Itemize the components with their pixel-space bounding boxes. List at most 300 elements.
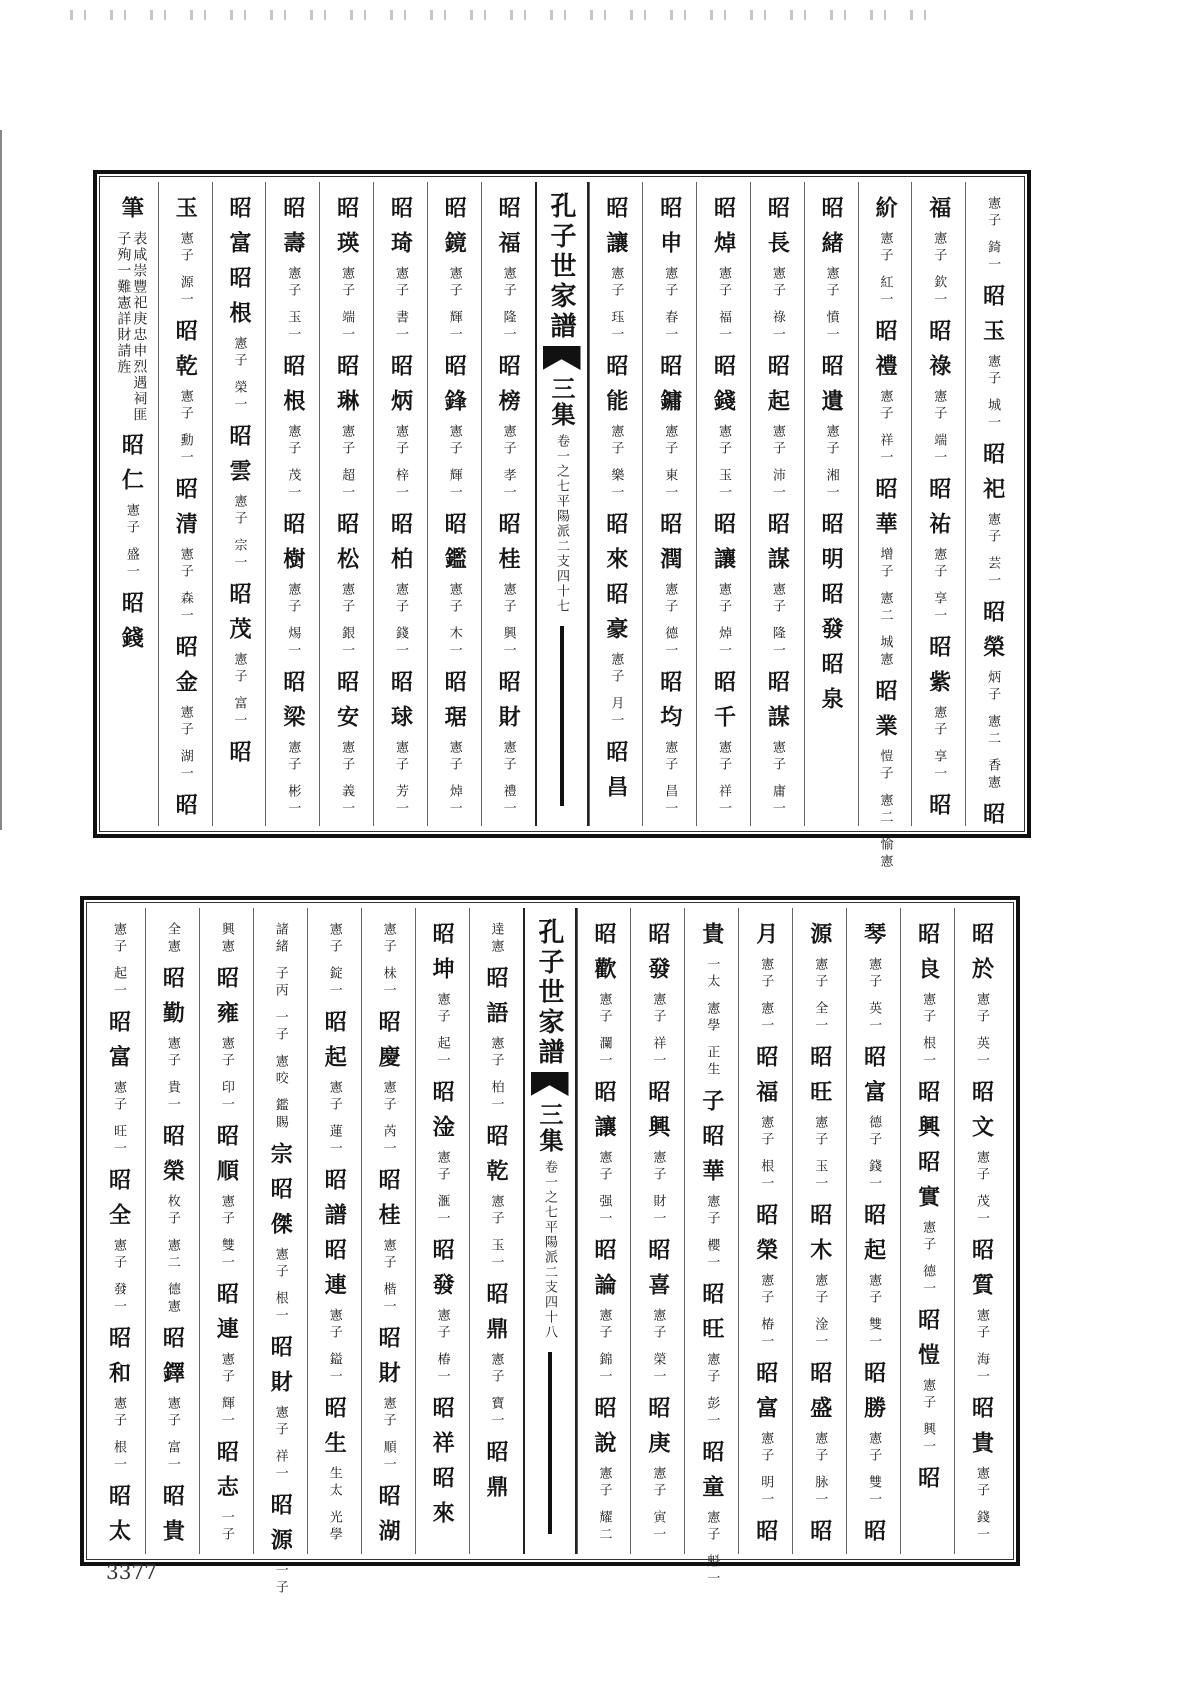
- name-glyph: 興: [914, 1115, 941, 1140]
- name-glyph: 讓: [590, 1115, 617, 1140]
- genealogy-column: [481, 182, 535, 826]
- fishtail-mark-icon: [543, 346, 581, 370]
- name-glyph: 昭: [267, 1177, 294, 1202]
- lineage-note: 憲子: [931, 389, 947, 423]
- lineage-note: 憲子: [164, 1036, 180, 1070]
- lineage-note: 憲子: [866, 1431, 882, 1465]
- name-glyph: 榮: [752, 1238, 779, 1263]
- name-glyph: 昭: [656, 354, 683, 379]
- lineage-note: 憲子: [985, 354, 1001, 388]
- lineage-note: 憲子: [716, 582, 732, 616]
- lineage-note: 財一: [650, 1194, 666, 1228]
- genealogy-column: [846, 908, 900, 1554]
- lineage-note: 憲子: [500, 740, 516, 774]
- lineage-note: 憲子: [446, 266, 462, 300]
- sub-branch-label: 二支: [554, 539, 569, 569]
- name-glyph: 均: [656, 705, 683, 730]
- lineage-note: 湘一: [823, 468, 839, 502]
- name-glyph: 慶: [375, 1045, 402, 1070]
- name-glyph: 昭: [267, 1493, 294, 1518]
- name-glyph: 昭: [213, 966, 240, 991]
- name-glyph: 源: [806, 922, 833, 947]
- name-glyph: 福: [925, 196, 952, 221]
- lineage-note: 憲子: [974, 992, 990, 1026]
- name-glyph: 謀: [764, 547, 791, 572]
- lineage-note: 發一: [110, 1282, 126, 1316]
- lineage-note: 憲二: [164, 1238, 180, 1272]
- lineage-note: 寶一: [488, 1396, 504, 1430]
- lineage-note: 憲子: [380, 1396, 396, 1430]
- name-glyph: 昭: [213, 1124, 240, 1149]
- note-line: 崇豐: [131, 263, 148, 295]
- name-glyph: 昭: [213, 1440, 240, 1465]
- name-glyph: 昭: [213, 1282, 240, 1307]
- name-glyph: 昭: [321, 1010, 348, 1035]
- lineage-note: 蓮一: [326, 1124, 342, 1158]
- name-glyph: 生: [321, 1431, 348, 1456]
- genealogy-column: [792, 908, 846, 1554]
- note-line: 忠申: [131, 327, 148, 359]
- genealogy-column: [265, 182, 319, 826]
- lineage-note: 憲子: [380, 1080, 396, 1114]
- lineage-note: 淦一: [812, 1317, 828, 1351]
- lineage-note: 憲子: [110, 922, 126, 956]
- name-glyph: 昭: [818, 196, 845, 221]
- name-glyph: 千: [710, 705, 737, 730]
- name-glyph: 太: [105, 1519, 132, 1544]
- lineage-note: 憲子: [110, 1238, 126, 1272]
- name-glyph: 昭: [871, 319, 898, 344]
- lineage-note: 憲學: [704, 1001, 720, 1035]
- name-glyph: 昭: [483, 1124, 510, 1149]
- name-glyph: 玉: [172, 196, 199, 221]
- lineage-note: 憲子: [650, 1466, 666, 1500]
- note-heading: 筆: [118, 196, 145, 221]
- name-glyph: 昭: [710, 670, 737, 695]
- lineage-note: 梓一: [392, 468, 408, 502]
- name-glyph: 昭: [914, 1150, 941, 1175]
- name-glyph: 昭: [387, 196, 414, 221]
- lineage-note: 憲子: [434, 992, 450, 1026]
- lineage-note: 憲子: [974, 1466, 990, 1500]
- lineage-note: 憲子: [488, 1036, 504, 1070]
- lineage-note: 端一: [931, 433, 947, 467]
- name-glyph: 財: [267, 1370, 294, 1395]
- name-glyph: 昭: [818, 582, 845, 607]
- name-glyph: 鼎: [483, 1475, 510, 1500]
- name-glyph: 昭: [602, 196, 629, 221]
- name-glyph: 玉: [979, 319, 1006, 344]
- lineage-note: 憲子: [662, 740, 678, 774]
- lineage-note: 宗一: [231, 538, 247, 572]
- lineage-note: 憲子: [446, 740, 462, 774]
- volume-label: 卷一之七: [554, 434, 569, 494]
- name-glyph: 歡: [590, 957, 617, 982]
- name-glyph: 昭: [321, 1396, 348, 1421]
- lineage-note: 一子: [272, 1010, 288, 1044]
- name-glyph: 昭: [226, 266, 253, 291]
- name-glyph: 昭: [375, 1326, 402, 1351]
- lineage-note: 錢一: [974, 1510, 990, 1544]
- lineage-note: 憲子: [812, 1115, 828, 1149]
- name-glyph: 昭: [226, 424, 253, 449]
- lineage-note: 憲子: [608, 266, 624, 300]
- lineage-note: 富一: [231, 696, 247, 730]
- name-glyph: 昭: [590, 1238, 617, 1263]
- lineage-note: 玉一: [812, 1159, 828, 1193]
- lineage-note: 憲子: [920, 1378, 936, 1412]
- lineage-note: 城憲: [877, 635, 893, 669]
- lineage-note: 愷子: [877, 749, 893, 783]
- lineage-note: 憲子: [920, 992, 936, 1026]
- genealogy-column: [319, 182, 373, 826]
- volume-label: 卷一之七: [542, 1160, 557, 1220]
- name-glyph: 鼎: [483, 1317, 510, 1342]
- lineage-note: 禮一: [500, 784, 516, 818]
- name-glyph: 安: [333, 705, 360, 730]
- lineage-note: 英一: [974, 1036, 990, 1070]
- name-glyph: 華: [698, 1159, 725, 1184]
- lineage-note: 憲子: [231, 336, 247, 370]
- lineage-note: 沛一: [769, 468, 785, 502]
- note-line: 烈遇: [131, 359, 148, 391]
- lineage-note: 德一: [920, 1264, 936, 1298]
- name-glyph: 華: [871, 512, 898, 537]
- sub-branch-label: 二支: [542, 1265, 557, 1295]
- name-glyph: 昭: [860, 1361, 887, 1386]
- name-glyph: 昭: [105, 1326, 132, 1351]
- genealogy-page-upper: [93, 170, 1031, 871]
- name-glyph: 焯: [710, 231, 737, 256]
- name-glyph: 清: [172, 512, 199, 537]
- lineage-note: 海一: [974, 1352, 990, 1386]
- book-title: 孔子世家譜: [534, 918, 564, 1068]
- name-glyph: 昭: [429, 922, 456, 947]
- lineage-note: 憲子: [985, 196, 1001, 230]
- name-glyph: 昭: [118, 433, 145, 458]
- name-glyph: 長: [764, 231, 791, 256]
- lineage-note: 憲咬: [272, 1054, 288, 1088]
- lineage-note: 憲子: [662, 424, 678, 458]
- name-glyph: 昭: [968, 922, 995, 947]
- genealogy-column: [684, 908, 738, 1588]
- lineage-note: 憲子: [446, 424, 462, 458]
- name-glyph: 昭: [968, 1396, 995, 1421]
- name-glyph: 昭: [495, 512, 522, 537]
- lineage-note: 憲子: [716, 740, 732, 774]
- name-glyph: 論: [590, 1273, 617, 1298]
- name-glyph: 鋒: [441, 389, 468, 414]
- lineage-note: 玉一: [488, 1238, 504, 1272]
- collection-label: 三集: [547, 376, 576, 428]
- name-glyph: 貴: [968, 1431, 995, 1456]
- name-glyph: 昭: [644, 1238, 671, 1263]
- lineage-note: 瀾一: [596, 1036, 612, 1070]
- name-glyph: 昭: [483, 966, 510, 991]
- lineage-note: 一子: [272, 1563, 288, 1597]
- name-glyph: 福: [495, 231, 522, 256]
- lineage-note: 憲子: [758, 957, 774, 991]
- name-glyph: 湖: [375, 1519, 402, 1544]
- lineage-note: 憲子: [392, 582, 408, 616]
- name-glyph: 昭: [968, 1238, 995, 1263]
- lineage-note: 憲子: [769, 740, 785, 774]
- lineage-note: 憲二: [985, 714, 1001, 748]
- lineage-note: 一太: [704, 957, 720, 991]
- name-glyph: 昭: [818, 512, 845, 537]
- lineage-note: 憲子: [931, 705, 947, 739]
- lineage-note: 憲子: [758, 1431, 774, 1465]
- lineage-note: 柏一: [488, 1080, 504, 1114]
- name-glyph: 全: [105, 1203, 132, 1228]
- lineage-note: 興一: [920, 1422, 936, 1456]
- lineage-note: 輝一: [446, 310, 462, 344]
- lineage-note: 城一: [985, 398, 1001, 432]
- lineage-note: 雙一: [218, 1238, 234, 1272]
- lineage-note: 雙一: [866, 1317, 882, 1351]
- name-glyph: 紫: [925, 670, 952, 695]
- lineage-note: 憲子: [446, 582, 462, 616]
- genealogy-column: [415, 908, 469, 1554]
- lineage-note: 昌一: [662, 784, 678, 818]
- lineage-note: 錡一: [985, 240, 1001, 274]
- name-glyph: 昭: [656, 196, 683, 221]
- name-glyph: 說: [590, 1431, 617, 1456]
- name-glyph: 柏: [387, 547, 414, 572]
- name-glyph: 於: [968, 957, 995, 982]
- name-glyph: 昭: [806, 1045, 833, 1070]
- genealogy-column: [373, 182, 427, 826]
- name-glyph: 榮: [979, 635, 1006, 660]
- lineage-note: 珏一: [608, 310, 624, 344]
- name-glyph: 昭: [375, 1010, 402, 1035]
- name-glyph: 昭: [118, 591, 145, 616]
- name-glyph: 遺: [818, 389, 845, 414]
- note-line: 憲詳: [115, 295, 132, 327]
- name-glyph: 昭: [105, 1010, 132, 1035]
- name-glyph: 根: [279, 389, 306, 414]
- lineage-note: 全憲: [164, 922, 180, 956]
- lineage-note: 錠一: [326, 966, 342, 1000]
- name-glyph: 發: [429, 1273, 456, 1298]
- name-glyph: 和: [105, 1361, 132, 1386]
- name-glyph: 明: [818, 547, 845, 572]
- lineage-note: 憲子: [500, 424, 516, 458]
- name-glyph: 昭: [656, 512, 683, 537]
- lineage-note: 椿一: [758, 1317, 774, 1351]
- name-glyph: 昭: [495, 196, 522, 221]
- lineage-note: 憲子: [500, 582, 516, 616]
- lineage-note: 榮一: [231, 380, 247, 414]
- genealogy-column: [253, 908, 307, 1597]
- lineage-note: 炳子: [985, 670, 1001, 704]
- name-glyph: 昭: [159, 1124, 186, 1149]
- name-glyph: 謀: [764, 705, 791, 730]
- note-line: 旌: [115, 359, 132, 375]
- lineage-note: 欽一: [931, 275, 947, 309]
- name-glyph: 昭: [914, 1308, 941, 1333]
- lineage-note: 憲子: [650, 1308, 666, 1342]
- name-glyph: 昭: [105, 1484, 132, 1509]
- lineage-note: 憲子: [488, 1194, 504, 1228]
- name-glyph: 榮: [159, 1159, 186, 1184]
- name-glyph: 昭: [333, 196, 360, 221]
- name-glyph: 紒: [871, 196, 898, 221]
- name-glyph: 富: [860, 1080, 887, 1105]
- name-glyph: 琦: [387, 231, 414, 256]
- name-glyph: 鏞: [656, 389, 683, 414]
- name-glyph: 昭: [495, 354, 522, 379]
- lineage-note: 福一: [716, 310, 732, 344]
- name-glyph: 昭: [279, 512, 306, 537]
- name-glyph: 茂: [226, 617, 253, 642]
- lineage-note: 銀一: [339, 626, 355, 660]
- genealogy-column: [145, 908, 199, 1554]
- lineage-note: 起一: [434, 1036, 450, 1070]
- name-glyph: 童: [698, 1475, 725, 1500]
- name-glyph: 昭: [226, 740, 253, 765]
- name-glyph: 昭: [279, 354, 306, 379]
- name-glyph: 昭: [698, 1124, 725, 1149]
- lineage-note: 憲子: [758, 1115, 774, 1149]
- note-line: 祀庚: [131, 295, 148, 327]
- name-glyph: 連: [213, 1317, 240, 1342]
- lineage-note: 憲子: [272, 1405, 288, 1439]
- name-glyph: 昭: [871, 679, 898, 704]
- name-glyph: 愷: [914, 1343, 941, 1368]
- name-glyph: 雲: [226, 459, 253, 484]
- lineage-note: 憲子: [608, 652, 624, 686]
- fishtail-mark-icon: [531, 1072, 569, 1096]
- name-glyph: 文: [968, 1115, 995, 1140]
- name-glyph: 昭: [375, 1168, 402, 1193]
- name-glyph: 琳: [333, 389, 360, 414]
- genealogy-column: [738, 908, 792, 1554]
- lineage-note: 憲子: [931, 547, 947, 581]
- name-glyph: 興: [644, 1115, 671, 1140]
- lineage-note: 憲一: [758, 1001, 774, 1035]
- name-glyph: 根: [226, 301, 253, 326]
- name-glyph: 起: [860, 1238, 887, 1263]
- name-glyph: 昭: [172, 793, 199, 818]
- name-glyph: 鐸: [159, 1361, 186, 1386]
- name-glyph: 勝: [860, 1396, 887, 1421]
- genealogy-column: [696, 182, 750, 826]
- lineage-note: 憲子: [285, 582, 301, 616]
- lineage-note: 雙一: [866, 1475, 882, 1509]
- lineage-note: 享一: [931, 591, 947, 625]
- lineage-note: 茂一: [974, 1194, 990, 1228]
- name-glyph: 泉: [818, 687, 845, 712]
- name-glyph: 潤: [656, 547, 683, 572]
- lineage-note: 祥一: [877, 433, 893, 467]
- lineage-note: 憲子: [434, 1150, 450, 1184]
- name-glyph: 昭: [602, 740, 629, 765]
- name-glyph: 昭: [429, 1466, 456, 1491]
- lineage-note: 書一: [392, 310, 408, 344]
- name-glyph: 昭: [226, 196, 253, 221]
- name-glyph: 發: [644, 957, 671, 982]
- name-glyph: 譜: [321, 1203, 348, 1228]
- lineage-note: 焬一: [285, 626, 301, 660]
- note-text: [116, 231, 146, 423]
- name-glyph: 炳: [387, 389, 414, 414]
- name-glyph: 昭: [602, 512, 629, 537]
- name-glyph: 乾: [172, 354, 199, 379]
- name-glyph: 淦: [429, 1115, 456, 1140]
- lineage-note: 憲子: [285, 266, 301, 300]
- name-glyph: 昭: [159, 1326, 186, 1351]
- name-glyph: 來: [429, 1501, 456, 1526]
- lineage-note: 生太: [326, 1466, 342, 1500]
- lineage-note: 增子: [877, 547, 893, 581]
- genealogy-column: [630, 908, 684, 1554]
- lineage-note: 興憲: [218, 922, 234, 956]
- name-glyph: 昭: [764, 670, 791, 695]
- name-glyph: 昭: [925, 793, 952, 818]
- lineage-note: 祥一: [272, 1449, 288, 1483]
- lineage-note: 憲子: [488, 1352, 504, 1386]
- name-glyph: 梁: [279, 705, 306, 730]
- lineage-note: 憲子: [177, 231, 193, 265]
- lineage-note: 憲子: [596, 1150, 612, 1184]
- name-glyph: 實: [914, 1185, 941, 1210]
- lineage-note: 順一: [380, 1440, 396, 1474]
- lineage-note: 楷一: [380, 1282, 396, 1316]
- lineage-note: 憲子: [177, 389, 193, 423]
- name-glyph: 富: [105, 1045, 132, 1070]
- name-glyph: 緒: [818, 231, 845, 256]
- name-glyph: 球: [387, 705, 414, 730]
- lineage-note: 芸一: [985, 556, 1001, 590]
- lineage-note: 起一: [110, 966, 126, 1000]
- lineage-note: 富一: [164, 1440, 180, 1474]
- genealogy-column: [469, 908, 523, 1554]
- name-glyph: 貴: [159, 1519, 186, 1544]
- lineage-note: 憲子: [812, 1431, 828, 1465]
- lineage-note: 彬一: [285, 784, 301, 818]
- lineage-note: 脉一: [812, 1475, 828, 1509]
- name-glyph: 庚: [644, 1431, 671, 1456]
- name-glyph: 昭: [441, 512, 468, 537]
- name-glyph: 月: [752, 922, 779, 947]
- lineage-note: 憲子: [877, 389, 893, 423]
- name-glyph: 昭: [806, 1519, 833, 1544]
- genealogy-column: [158, 182, 212, 826]
- lineage-note: 憲二: [877, 793, 893, 827]
- name-glyph: 昭: [159, 1484, 186, 1509]
- name-glyph: 昭: [914, 922, 941, 947]
- name-glyph: 昭: [764, 512, 791, 537]
- name-glyph: 昭: [387, 670, 414, 695]
- genealogy-column: [199, 908, 253, 1554]
- note-line: 表咸: [131, 231, 148, 263]
- name-glyph: 昭: [979, 802, 1006, 827]
- memorial-note-column: [105, 182, 158, 826]
- lineage-note: 愉憲: [877, 837, 893, 871]
- name-glyph: 榜: [495, 389, 522, 414]
- lineage-note: 憲子: [339, 740, 355, 774]
- name-glyph: 昭: [590, 922, 617, 947]
- name-glyph: 昭: [968, 1080, 995, 1105]
- lineage-note: 憲子: [123, 503, 139, 537]
- lineage-note: 木一: [446, 626, 462, 660]
- lineage-note: 憲子: [985, 512, 1001, 546]
- name-glyph: 昭: [925, 477, 952, 502]
- lineage-note: 憲子: [662, 266, 678, 300]
- lineage-note: 憲子: [823, 424, 839, 458]
- lineage-note: 勳一: [177, 433, 193, 467]
